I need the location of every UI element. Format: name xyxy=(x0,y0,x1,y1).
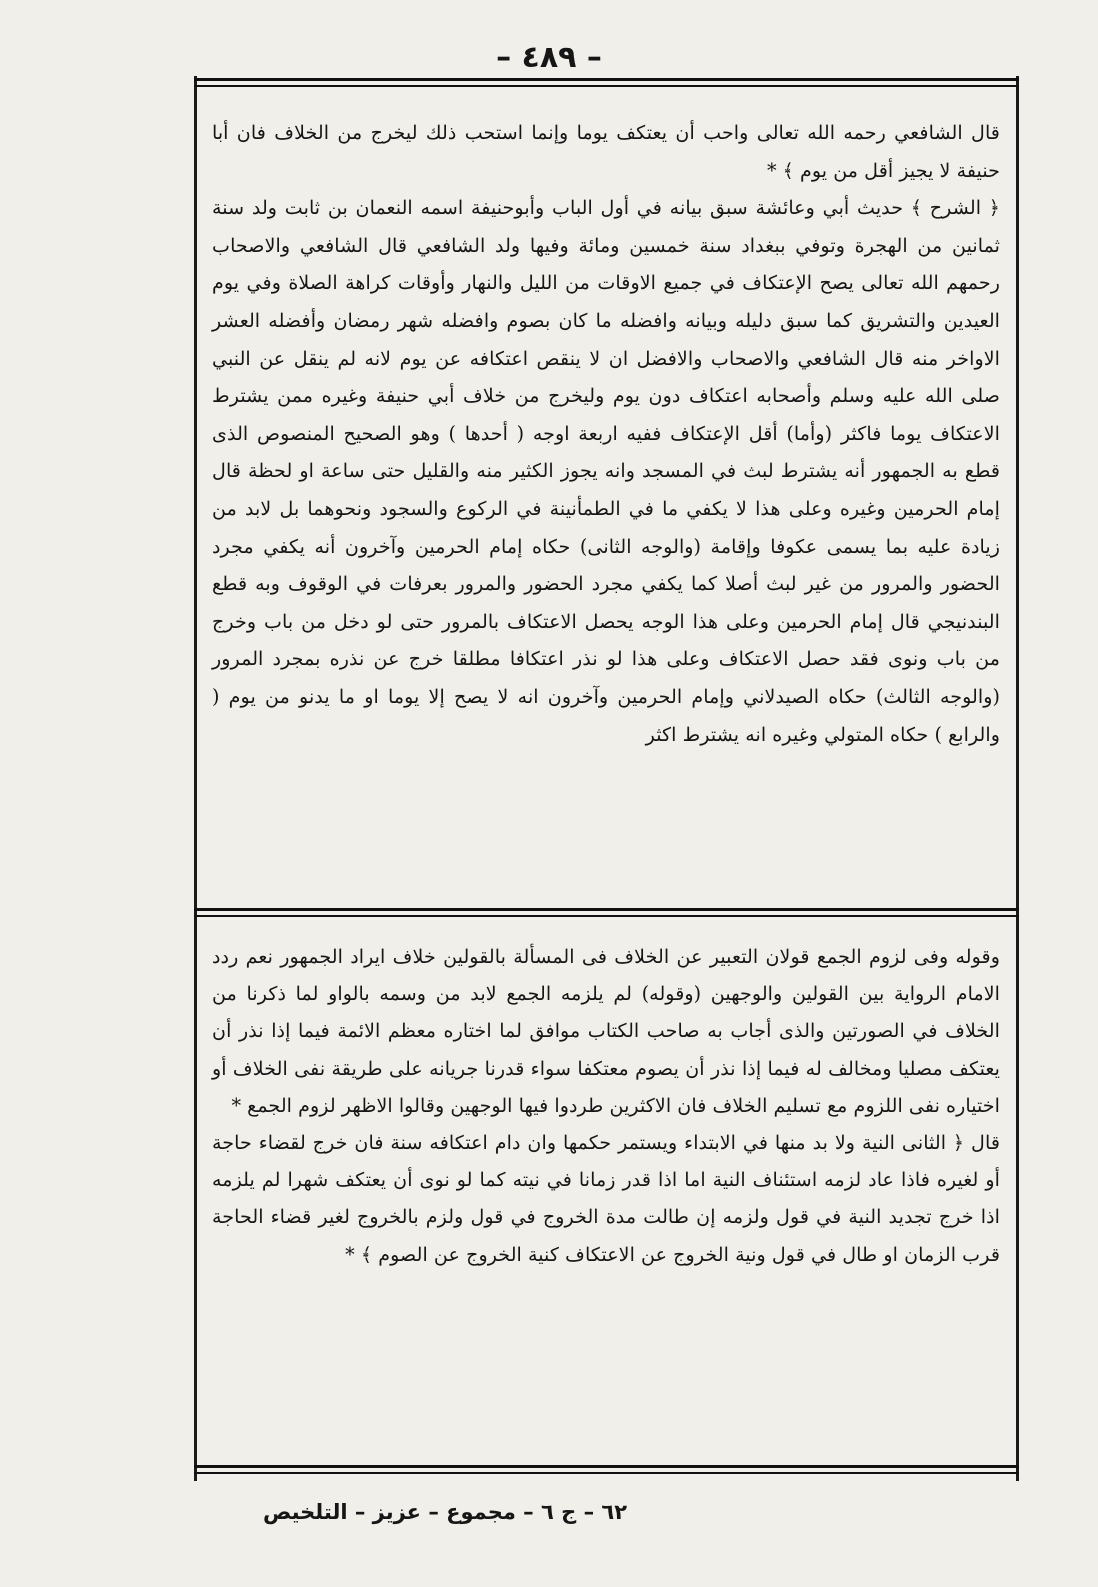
main-paragraph: قال الشافعي رحمه الله تعالى واحب أن يعتكف يوما وإنما استحب ذلك ليخرج من الخلاف فان أبا حنيفة لا يجيز أقل من يوم ﴾ * xyxy=(212,121,1000,182)
commentary-block xyxy=(212,938,1000,1273)
main-paragraph: ﴿ الشرح ﴾ حديث أبي وعائشة سبق بيانه في أول الباب وأبوحنيفة اسمه النعمان بن ثابت ولد سنة ثمانين من الهجرة وتوفي ببغداد سنة خمسين ومائة وفيها ولد الشافعي قال الشافعي والاصحاب رحمهم الله تعالى يصح الإعتكاف في جميع الاوقات من الليل والنهار وأوقات كراهة الصلاة وفي يوم العيدين والتشريق كما سبق دليله وبيانه وافضله ما كان بصوم وافضله شهر رمضان وأفضله العشر الاواخر منه قال الشافعي والاصحاب والافضل ان لا ينقص اعتكافه عن يوم لانه لم ينقل عن النبي صلى الله عليه وسلم وأصحابه اعتكاف دون يوم وليخرج من خلاف أبي حنيفة وغيره ممن يشترط الاعتكاف يوما فاكثر (وأما) أقل الإعتكاف ففيه اربعة اوجه ( أحدها ) وهو الصحيح المنصوص الذى قطع به الجمهور أنه يشترط لبث في المسجد وانه يجوز الكثير منه والقليل حتى ساعة او لحظة قال إمام الحرمين وغيره وعلى هذا لا يكفي ما في الطمأنينة في الركوع والسجود ونحوهما بل لابد من زيادة عليه بما يسمى عكوفا وإقامة (والوجه الثانى) حكاه إمام الحرمين وآخرون أنه يكفي مجرد الحضور والمرور من غير لبث أصلا كما يكفي مجرد الحضور والمرور بعرفات في الوقوف وبه قطع البندنيجي قال إمام الحرمين وعلى هذا الوجه يحصل الاعتكاف بالمرور حتى لو دخل من باب وخرج من باب ونوى فقد حصل الاعتكاف وعلى هذا لو نذر اعتكافا مطلقا خرج عن نذره بمجرد المرور (والوجه الثالث) حكاه الصيدلاني وإمام الحرمين وآخرون انه لا يصح إلا يوما او ما يدنو من يوم ( والرابع ) حكاه المتولي وغيره انه يشترط اكثر xyxy=(212,196,1000,746)
commentary-paragraph: قال ﴿ الثانى النية ولا بد منها في الابتداء ويستمر حكمها وان دام اعتكافه سنة فان خرج لقضاء حاجة أو لغيره فاذا عاد لزمه استئناف النية اما اذا قدر زمانا في نيته كما لو نوى أن يعتكف شهرا لم يلزمه اذا خرج تجديد النية في قول ولزمه إن طالت مدة الخروج في قول ولزم بالخروج لغير قضاء الحاجة قرب الزمان او طال في قول ونية الخروج عن الاعتكاف كنية الخروج عن الصوم ﴾ * xyxy=(212,1131,1000,1266)
footer-signature: ٦٢ – ج ٦ – مجموع – عزيز – التلخيص xyxy=(262,1500,628,1524)
main-text-block xyxy=(212,114,1000,753)
middle-rule xyxy=(194,908,1019,917)
page-number: – ٤٨٩ – xyxy=(496,40,602,75)
bottom-rule xyxy=(194,1465,1019,1474)
top-rule xyxy=(194,78,1019,87)
commentary-paragraph: وقوله وفى لزوم الجمع قولان التعبير عن الخلاف فى المسألة بالقولين خلاف ايراد الجمهور نعم ردد الامام الرواية بين القولين والوجهين (وقوله) لم يلزمه الجمع لابد من وسمه بالواو لما ذكرنا من الخلاف في الصورتين والذى أجاب به صاحب الكتاب موافق لما اختاره معظم الائمة فيما إذا نذر أن يعتكف مصليا ومخالف له فيما إذا نذر أن يصوم معتكفا سواء قدرنا جريانه على طريقة نفى الخلاف أو اختياره نفى اللزوم مع تسليم الخلاف فان الاكثرين طردوا فيها الوجهين وقالوا الاظهر لزوم الجمع * xyxy=(212,945,1000,1117)
